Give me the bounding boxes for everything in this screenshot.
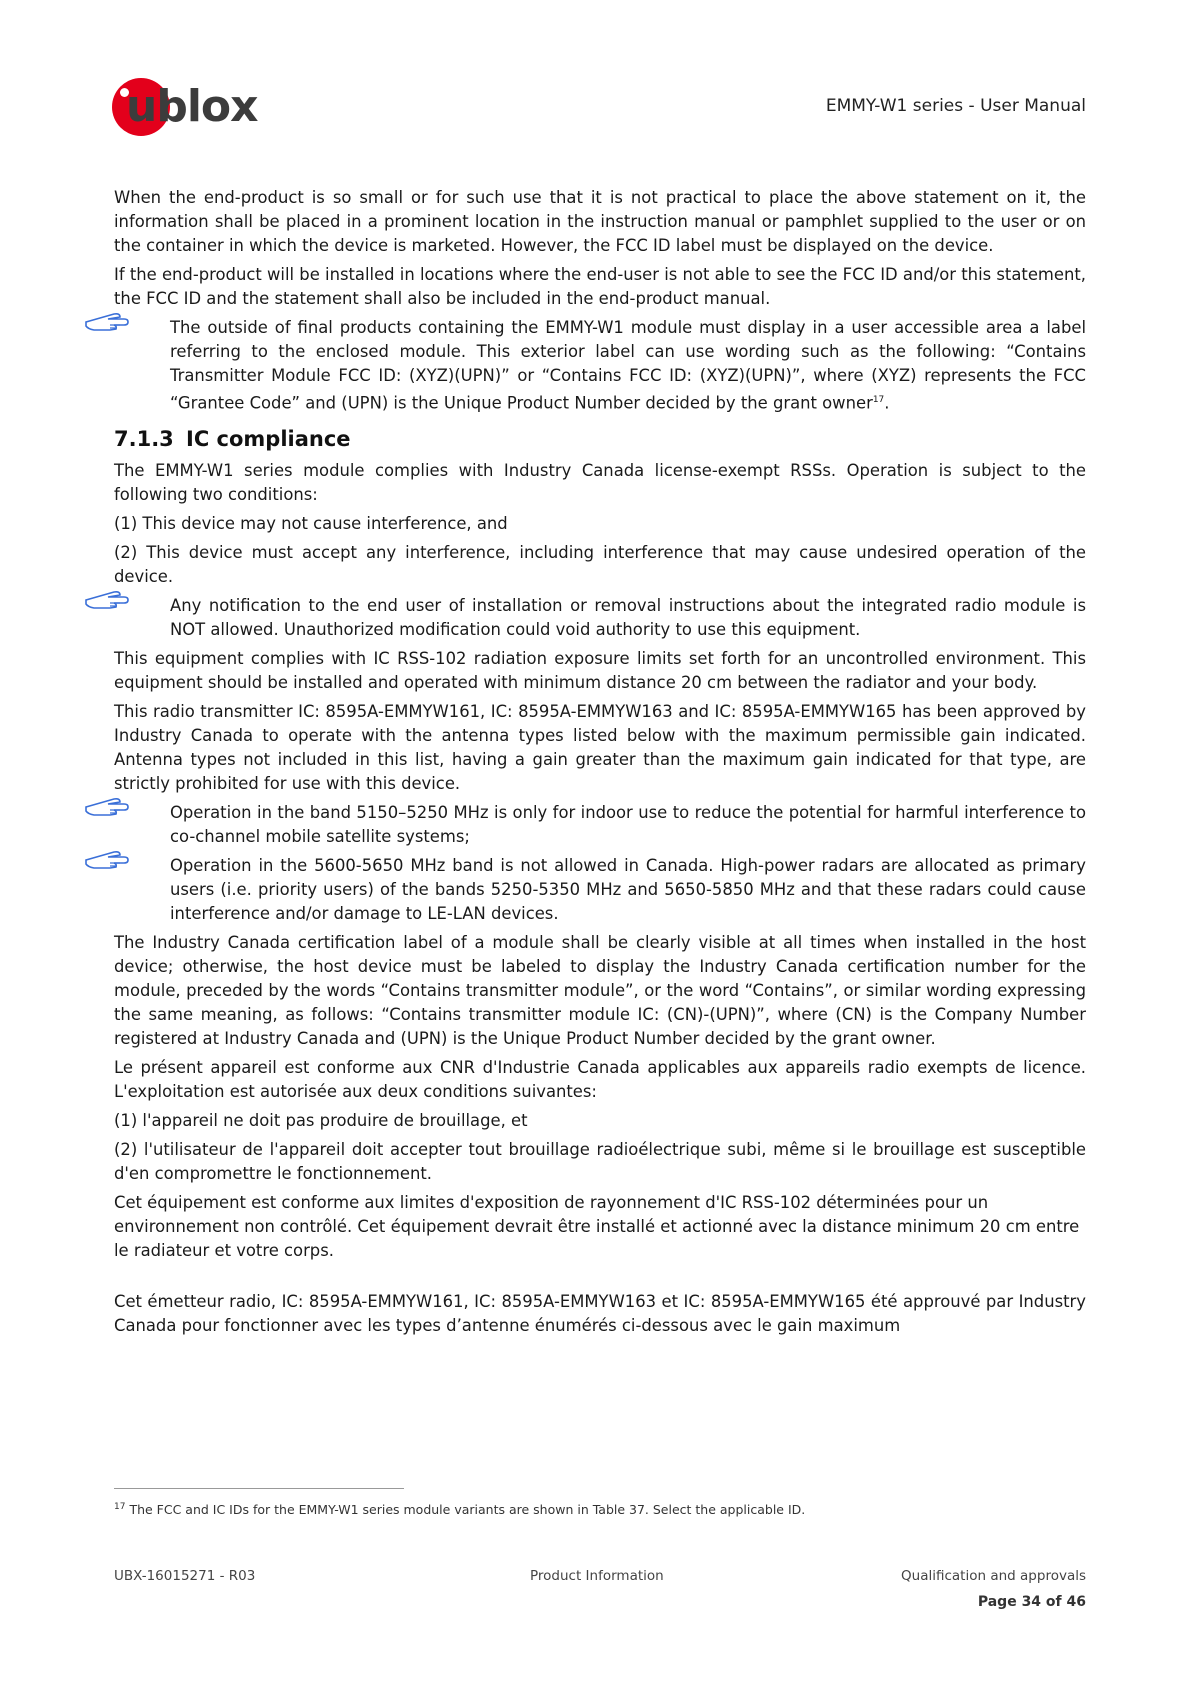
pointing-hand-icon xyxy=(84,310,130,334)
footer-section: Product Information xyxy=(530,1568,664,1584)
note-text: Any notification to the end user of installation or removal instructions about the integrated radio module is NOT allowed. Unauthorized modification could void authority to use this equipment. xyxy=(170,596,1086,640)
paragraph: (1) This device may not cause interference, and xyxy=(114,514,508,534)
paragraph: If the end-product will be installed in locations where the end-user is not able to see the FCC ID and/or this statement, the FCC ID and the statement shall also be included in the end-product manual. xyxy=(114,265,1086,308)
page-number: Page 34 of 46 xyxy=(977,1594,1086,1610)
footnote-ref[interactable]: 17 xyxy=(872,395,885,405)
section-title: IC compliance xyxy=(186,427,351,452)
note-text: The outside of final products containing the EMMY-W1 module must display in a user accessible area a label referring to the enclosed module. This exterior label can use wording such as the following: “Contains Transmitter Module FCC ID: (XYZ)(UPN)” or “Contains FCC ID: (XYZ)(UPN)”, where (XYZ) represents the FCC “Grantee Code” and (UPN) is the Unique Product Number decided by the grant owner xyxy=(170,318,1086,413)
paragraph: (1) l'appareil ne doit pas produire de brouillage, et xyxy=(114,1111,528,1131)
note-block: The outside of final products containing the EMMY-W1 module must display in a user accessible area a label referring to the enclosed module. This exterior label can use wording such as the following: “Contains Transmitter Module FCC ID: (XYZ)(UPN)” or “Contains FCC ID: (XYZ)(UPN)”, where (XYZ) represents the FCC “Grantee Code” and (UPN) is the Unique Product Number decided by the grant owner$^{17}$. xyxy=(114,316,1086,415)
page-content xyxy=(114,186,1086,1343)
footnote xyxy=(114,1502,805,1517)
ublox-logo xyxy=(112,78,272,138)
pointing-hand-icon xyxy=(84,795,130,819)
paragraph: (2) This device must accept any interference, including interference that may cause undesired operation of the device. xyxy=(114,543,1086,587)
logo-text: ublox xyxy=(126,81,258,132)
footer-chapter: Qualification and approvals xyxy=(901,1568,1086,1584)
note-block xyxy=(114,594,1086,642)
footnote-marker: 17 xyxy=(114,1502,126,1512)
paragraph: The EMMY-W1 series module complies with Industry Canada license-exempt RSSs. Operation is subject to the following two conditions: xyxy=(114,461,1086,505)
spacer xyxy=(114,1268,1086,1290)
footnote-text: The FCC and IC IDs for the EMMY-W1 series module variants are shown in Table 37. Select the applicable ID. xyxy=(129,1502,806,1518)
document-title: EMMY-W1 series - User Manual xyxy=(825,96,1086,116)
pointing-hand-icon xyxy=(84,588,130,612)
pointing-hand-icon xyxy=(84,848,130,872)
note-text: Operation in the 5600-5650 MHz band is not allowed in Canada. High-power radars are allocated as primary users (i.e. priority users) of the bands 5250-5350 MHz and 5650-5850 MHz and that these radars could cause interference and/or damage to LE-LAN devices. xyxy=(170,856,1086,924)
paragraph: Le présent appareil est conforme aux CNR d'Industrie Canada applicables aux appareils radio exempts de licence. L'exploitation est autorisée aux deux conditions suivantes: xyxy=(114,1058,1086,1102)
paragraph: The Industry Canada certification label of a module shall be clearly visible at all times when installed in the host device; otherwise, the host device must be labeled to display the Industry Canada certification number for the module, preceded by the words “Contains transmitter module”, or the word “Contains”, or similar wording expressing the same meaning, as follows: “Contains transmitter module IC: (CN)-(UPN)”, where (CN) is the Company Number registered at Industry Canada and (UPN) is the Unique Product Number decided by the grant owner. xyxy=(114,933,1086,1049)
section-heading xyxy=(114,425,1086,453)
footnote-divider xyxy=(114,1488,404,1489)
paragraph: Cet équipement est conforme aux limites d'exposition de rayonnement d'IC RSS-102 déterminées pour un environnement non contrôlé. Cet équipement devrait être installé et actionné avec la distance minimum 20 cm entre le radiateur et votre corps. xyxy=(114,1193,1080,1261)
paragraph: Cet émetteur radio, IC: 8595A-EMMYW161, IC: 8595A-EMMYW163 et IC: 8595A-EMMYW165 été approuvé par Industry Canada pour fonctionner avec les types d’antenne énumérés ci-dessous avec le gain maximum xyxy=(114,1292,1086,1336)
note-text: Operation in the band 5150–5250 MHz is only for indoor use to reduce the potential for harmful interference to co-channel mobile satellite systems; xyxy=(170,803,1086,847)
paragraph: This equipment complies with IC RSS-102 radiation exposure limits set forth for an uncontrolled environment. This equipment should be installed and operated with minimum distance 20 cm between the radiator and your body. xyxy=(114,649,1086,693)
paragraph: When the end-product is so small or for such use that it is not practical to place the above statement on it, the information shall be placed in a prominent location in the instruction manual or pamphlet supplied to the user or on the container in which the device is marketed. However, the FCC ID label must be displayed on the device. xyxy=(114,188,1086,255)
note-block xyxy=(114,801,1086,849)
footer-doc-id: UBX-16015271 - R03 xyxy=(114,1568,256,1584)
paragraph: This radio transmitter IC: 8595A-EMMYW161, IC: 8595A-EMMYW163 and IC: 8595A-EMMYW165 has been approved by Industry Canada to operate with the antenna types listed below with the maximum permissible gain indicated. Antenna types not included in this list, having a gain greater than the maximum gain indicated for that type, are strictly prohibited for use with this device. xyxy=(114,702,1086,794)
note-block xyxy=(114,854,1086,926)
paragraph: (2) l'utilisateur de l'appareil doit accepter tout brouillage radioélectrique subi, même si le brouillage est susceptible d'en compromettre le fonctionnement. xyxy=(114,1140,1086,1184)
section-number: 7.1.3 xyxy=(114,427,174,452)
